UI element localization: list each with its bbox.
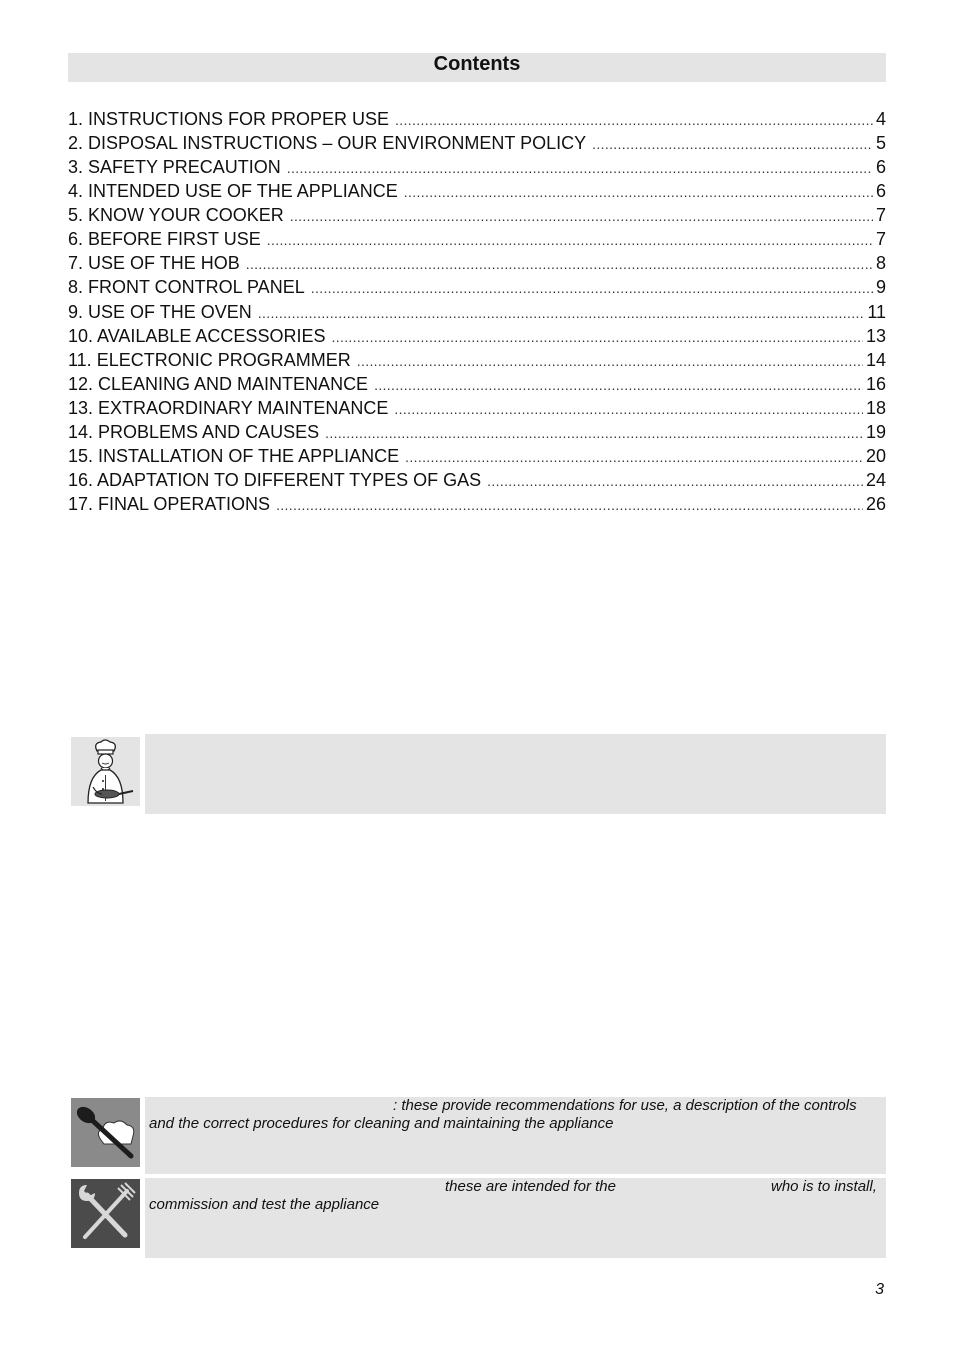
toc-entry-title: 2. DISPOSAL INSTRUCTIONS – OUR ENVIRONMENT POLICY <box>68 133 587 154</box>
installer-instructions-line1b: who is to install, <box>771 1178 877 1195</box>
toc-entry[interactable] <box>68 205 886 229</box>
toc-entry-page: 19 <box>865 421 886 442</box>
toc-entry[interactable] <box>68 398 886 422</box>
toc-entry-page: 18 <box>865 397 886 418</box>
toc-entry-page: 6 <box>875 157 886 178</box>
toc-entry-page: 7 <box>875 229 886 250</box>
contents-title: Contents <box>433 53 521 75</box>
toc-entry-page: 20 <box>865 445 886 466</box>
toc-entry-leader <box>246 256 873 272</box>
spoon-hat-icon <box>71 1098 140 1167</box>
toc-entry-leader <box>325 425 863 441</box>
toc-entry-page: 7 <box>875 205 886 226</box>
toc-entry[interactable] <box>68 350 886 374</box>
toc-entry-leader <box>394 401 863 417</box>
toc-entry-title: 17. FINAL OPERATIONS <box>68 494 271 514</box>
wrench-fork-icon <box>71 1179 140 1248</box>
toc-entry-leader <box>267 232 873 248</box>
toc-entry[interactable] <box>68 109 886 133</box>
installer-instructions-line1a: these are intended for the <box>445 1178 616 1195</box>
toc-entry[interactable] <box>68 374 886 398</box>
toc-entry-title: 6. BEFORE FIRST USE <box>68 229 261 250</box>
toc-entry-title: 3. SAFETY PRECAUTION <box>68 157 281 178</box>
toc-entry-leader <box>276 497 863 513</box>
toc-entry[interactable] <box>68 253 886 277</box>
toc-entry-title: 8. FRONT CONTROL PANEL <box>68 277 305 298</box>
toc-entry-leader <box>357 353 863 369</box>
user-instructions-line2: and the correct procedures for cleaning and maintaining the appliance <box>149 1115 614 1132</box>
toc-entry-page: 8 <box>875 253 886 274</box>
toc-entry-title: 1. INSTRUCTIONS FOR PROPER USE <box>68 109 390 129</box>
toc-entry[interactable] <box>68 133 886 157</box>
toc-entry-title: 4. INTENDED USE OF THE APPLIANCE <box>68 181 398 202</box>
user-instructions-panel <box>145 1097 886 1174</box>
toc-entry-leader <box>487 473 863 489</box>
toc-entry-page: 4 <box>875 109 886 129</box>
toc-entry-page: 6 <box>875 181 886 202</box>
chef-note-panel <box>145 734 886 814</box>
toc-entry-leader <box>287 160 873 176</box>
toc-entry[interactable] <box>68 302 886 326</box>
toc-entry[interactable] <box>68 494 886 518</box>
toc-entry[interactable] <box>68 229 886 253</box>
toc-entry-page: 5 <box>875 133 886 154</box>
toc-entry-page: 24 <box>865 469 886 490</box>
toc-entry[interactable] <box>68 326 886 350</box>
toc-entry-leader <box>405 449 863 465</box>
toc-entry-leader <box>331 329 863 345</box>
toc-entry[interactable] <box>68 446 886 470</box>
toc-entry-page: 9 <box>875 277 886 298</box>
toc-entry-leader <box>404 184 873 200</box>
toc-entry-title: 10. AVAILABLE ACCESSORIES <box>68 325 326 346</box>
toc-entry-leader <box>592 136 873 152</box>
contents-header <box>68 53 886 82</box>
toc-entry-title: 5. KNOW YOUR COOKER <box>68 205 284 226</box>
toc-entry-title: 14. PROBLEMS AND CAUSES <box>68 421 320 442</box>
toc-entry-page: 14 <box>865 349 886 370</box>
toc-entry-leader <box>311 280 873 296</box>
user-instructions-line1: : these provide recommendations for use, a description of the controls <box>393 1097 857 1114</box>
toc-entry-page: 11 <box>867 301 886 322</box>
toc-entry-title: 13. EXTRAORDINARY MAINTENANCE <box>68 397 389 418</box>
toc-entry-page: 16 <box>865 373 886 394</box>
toc-entry-title: 15. INSTALLATION OF THE APPLIANCE <box>68 445 400 466</box>
installer-instructions-panel <box>145 1178 886 1258</box>
toc-entry-page: 26 <box>865 494 886 514</box>
toc-entry-title: 7. USE OF THE HOB <box>68 253 240 274</box>
toc-entry-title: 12. CLEANING AND MAINTENANCE <box>68 373 369 394</box>
toc-entry-leader <box>374 377 863 393</box>
toc-entry[interactable] <box>68 422 886 446</box>
installer-instructions-line2: commission and test the appliance <box>149 1196 380 1213</box>
page-number: 3 <box>875 1281 884 1298</box>
toc-entry[interactable] <box>68 470 886 494</box>
table-of-contents <box>68 109 886 518</box>
toc-entry[interactable] <box>68 277 886 301</box>
chef-icon <box>71 737 140 806</box>
toc-entry-page: 13 <box>865 325 886 346</box>
toc-entry-title: 9. USE OF THE OVEN <box>68 301 252 322</box>
toc-entry-leader <box>395 112 873 128</box>
toc-entry[interactable] <box>68 181 886 205</box>
toc-entry-title: 16. ADAPTATION TO DIFFERENT TYPES OF GAS <box>68 469 482 490</box>
toc-entry[interactable] <box>68 157 886 181</box>
toc-entry-leader <box>290 208 873 224</box>
toc-entry-title: 11. ELECTRONIC PROGRAMMER <box>68 349 351 370</box>
toc-entry-leader <box>258 305 865 321</box>
